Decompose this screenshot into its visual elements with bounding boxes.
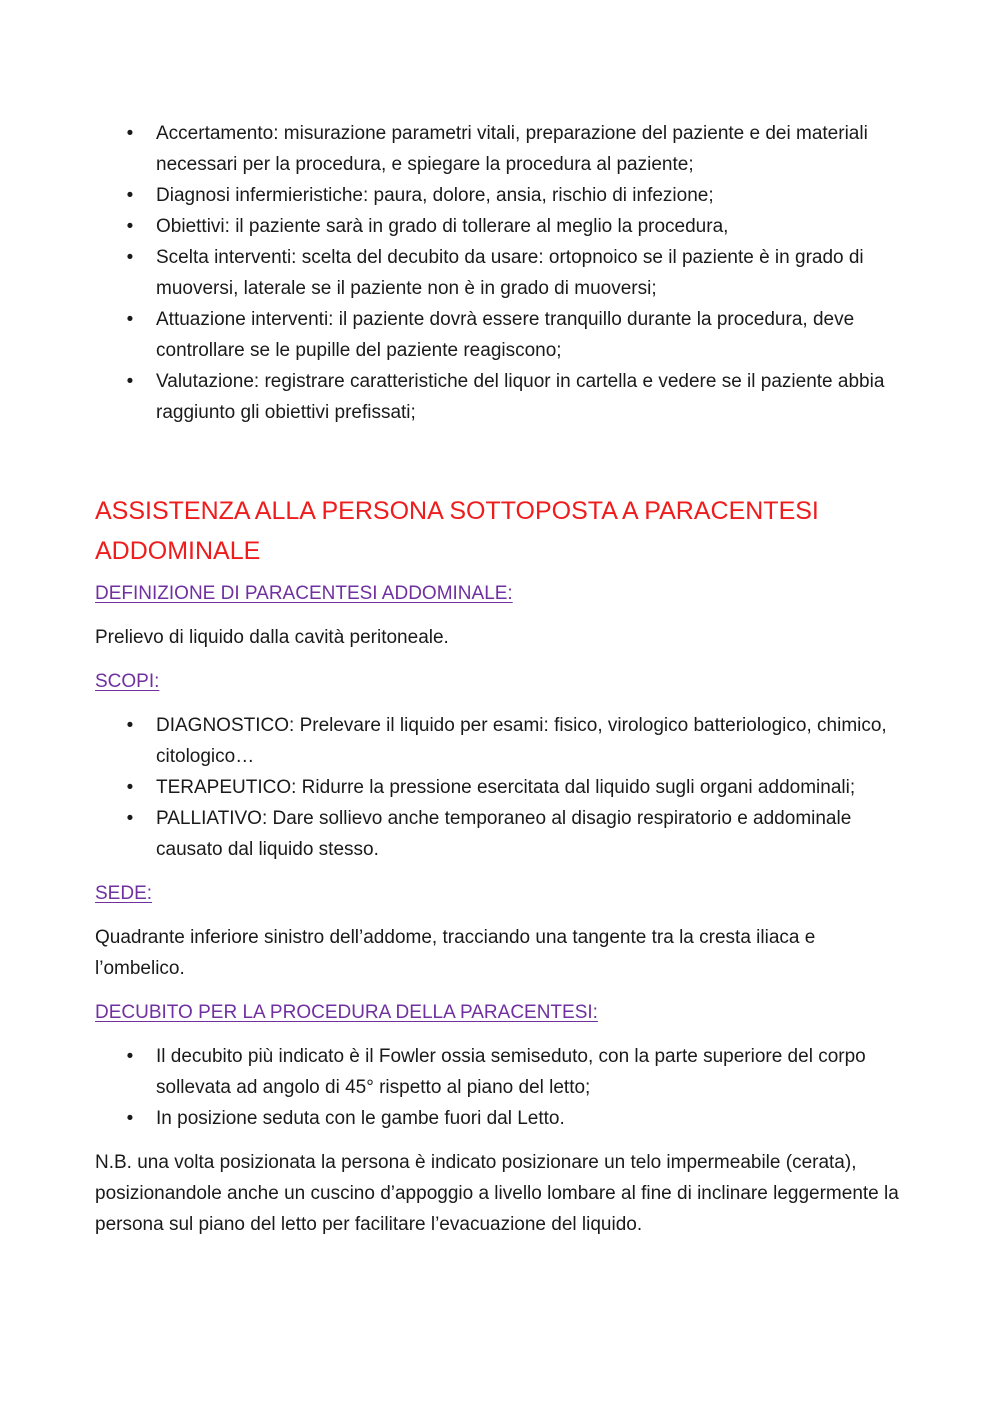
spacer [95, 653, 907, 666]
list-item [95, 1041, 907, 1103]
spacer [95, 865, 907, 878]
list-item-text: TERAPEUTICO: Ridurre la pressione esercitata dal liquido sugli organi addominali; [156, 777, 856, 798]
section-spacer [95, 428, 907, 491]
list-item [95, 1103, 907, 1134]
list-item [95, 180, 907, 211]
list-item [95, 366, 907, 428]
spacer [95, 697, 907, 710]
list-item-text: Accertamento: misurazione parametri vitali, preparazione del paziente e dei materiali necessari per la procedura, e spiegare la procedura al paziente; [156, 123, 868, 175]
list-item-text: Il decubito più indicato è il Fowler ossia semiseduto, con la parte superiore del corpo sollevata ad angolo di 45° rispetto al piano del letto; [156, 1046, 866, 1098]
section-title-line2: ADDOMINALE [95, 537, 261, 565]
list-item [95, 304, 907, 366]
site-heading: SEDE: [95, 883, 153, 904]
spacer [95, 609, 907, 622]
list-item-text: In posizione seduta con le gambe fuori dal Letto. [156, 1108, 565, 1129]
list-item-text: Valutazione: registrare caratteristiche del liquor in cartella e vedere se il paziente abbia raggiunto gli obiettivi prefissati; [156, 371, 885, 423]
document-page [95, 118, 907, 1240]
spacer [95, 1028, 907, 1041]
list-item [95, 772, 907, 803]
list-item [95, 242, 907, 304]
spacer [95, 1134, 907, 1147]
bullet-icon: • [126, 777, 134, 798]
bullet-icon: • [126, 808, 134, 829]
list-item-text: Obiettivi: il paziente sarà in grado di tollerare al meglio la procedura, [156, 216, 729, 237]
list-item-text: Attuazione interventi: il paziente dovrà essere tranquillo durante la procedura, deve controllare se le pupille del paziente reagiscono; [156, 309, 855, 361]
list-item-text: DIAGNOSTICO: Prelevare il liquido per esami: fisico, virologico batteriologico, chimico, citologico… [156, 715, 887, 767]
list-item [95, 710, 907, 772]
scopes-heading: SCOPI: [95, 671, 160, 692]
intro-bullet-list [95, 118, 907, 428]
spacer [95, 571, 907, 578]
list-item [95, 118, 907, 180]
bullet-icon: • [126, 1046, 134, 1067]
bullet-icon: • [126, 309, 134, 330]
scopes-bullet-list [95, 710, 907, 865]
list-item [95, 803, 907, 865]
list-item-text: PALLIATIVO: Dare sollievo anche temporaneo al disagio respiratorio e addominale causato dal liquido stesso. [156, 808, 852, 860]
bullet-icon: • [126, 371, 134, 392]
bullet-icon: • [126, 1108, 134, 1129]
decubitus-heading: DECUBITO PER LA PROCEDURA DELLA PARACENTESI: [95, 1002, 598, 1023]
spacer [95, 984, 907, 997]
section-title [95, 491, 907, 571]
list-item-text: Scelta interventi: scelta del decubito da usare: ortopnoico se il paziente è in grado di muoversi, laterale se il paziente non è in grado di muoversi; [156, 247, 864, 299]
bullet-icon: • [126, 247, 134, 268]
definition-heading: DEFINIZIONE DI PARACENTESI ADDOMINALE: [95, 583, 513, 604]
decubitus-bullet-list [95, 1041, 907, 1134]
definition-text: Prelievo di liquido dalla cavità peritoneale. [95, 627, 449, 648]
section-title-line1: ASSISTENZA ALLA PERSONA SOTTOPOSTA A PARACENTESI [95, 497, 819, 525]
bullet-icon: • [126, 185, 134, 206]
bullet-icon: • [126, 216, 134, 237]
site-text: Quadrante inferiore sinistro dell’addome, tracciando una tangente tra la cresta iliaca e l’ombelico. [95, 927, 816, 979]
bullet-icon: • [126, 715, 134, 736]
list-item [95, 211, 907, 242]
bullet-icon: • [126, 123, 134, 144]
note-text: N.B. una volta posizionata la persona è indicato posizionare un telo impermeabile (cerata), posizionandole anche un cuscino d’appoggio a livello lombare al fine di inclinare leggermente la persona sul piano del letto per facilitare l’evacuazione del liquido. [95, 1152, 899, 1235]
spacer [95, 909, 907, 922]
list-item-text: Diagnosi infermieristiche: paura, dolore, ansia, rischio di infezione; [156, 185, 714, 206]
